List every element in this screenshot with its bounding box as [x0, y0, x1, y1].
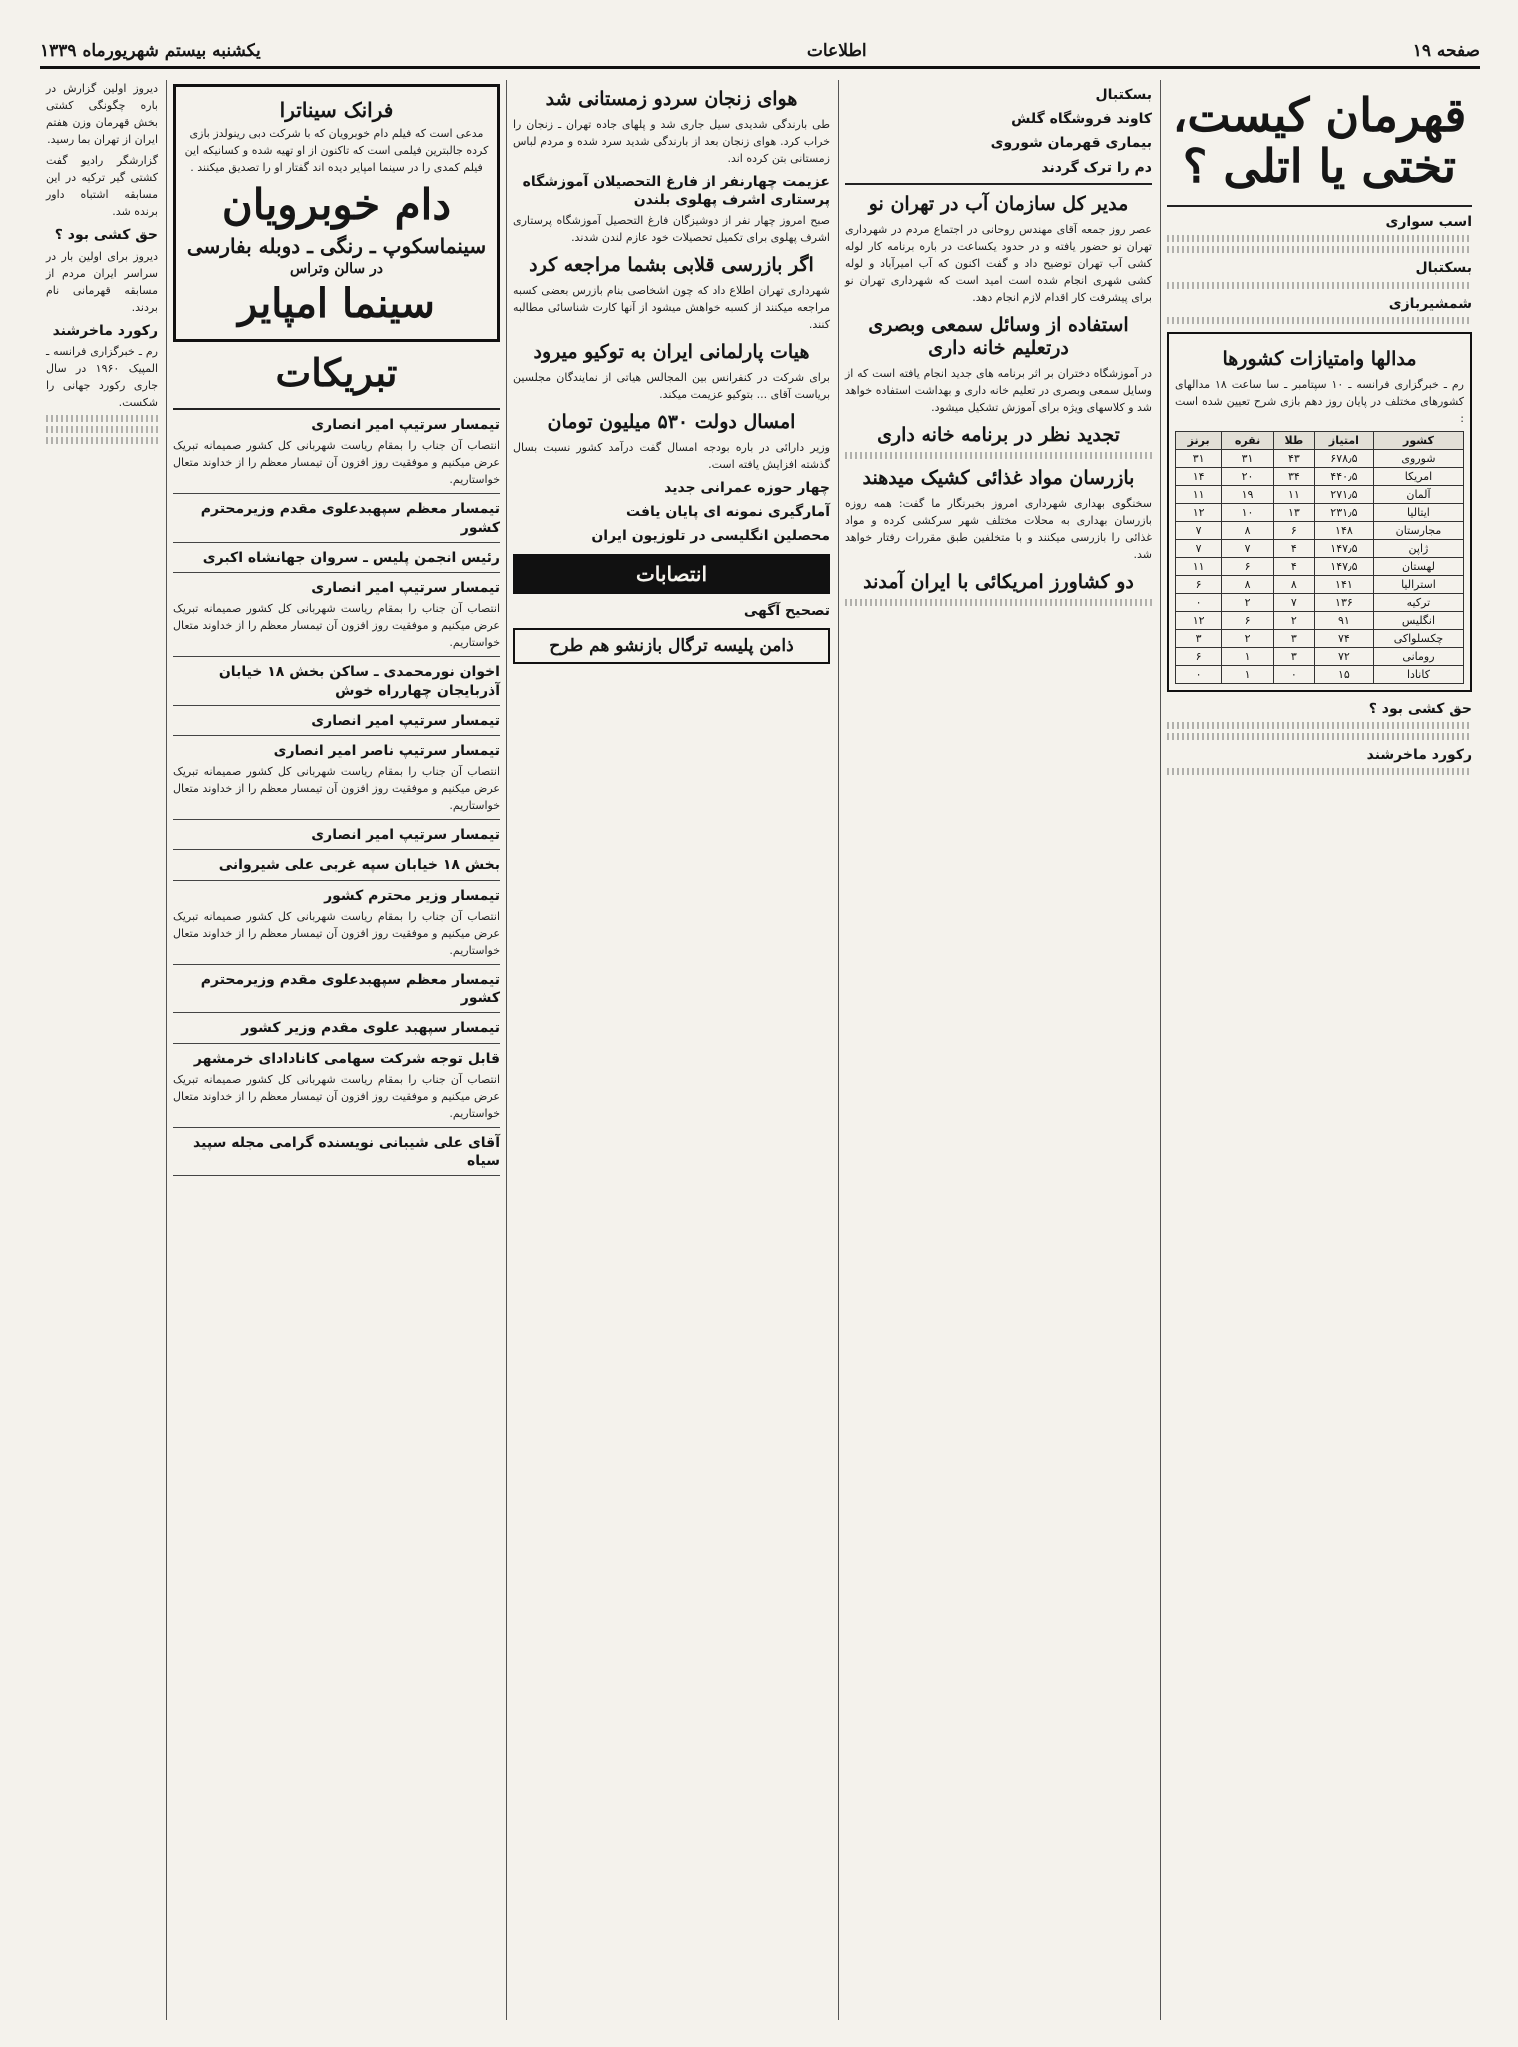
- medals-row: [1176, 593, 1464, 611]
- text-block: [1167, 235, 1472, 242]
- greeting-heading: تیمسار معظم سپهبدعلوی مقدم وزیرمحترم کشور: [200, 971, 500, 1007]
- medals-row: [1176, 575, 1464, 593]
- medals-cell: ۶: [1222, 557, 1274, 575]
- column-sports: [1160, 80, 1478, 2020]
- medals-cell: ۱: [1222, 665, 1274, 683]
- medals-row: [1176, 503, 1464, 521]
- greeting-heading: تیمسار وزیر محترم کشور: [324, 887, 500, 904]
- medals-cell: ۸: [1273, 575, 1314, 593]
- medals-cell: ۱۵: [1314, 665, 1373, 683]
- medals-cell: رومانی: [1373, 647, 1463, 665]
- text-block: [1167, 317, 1472, 324]
- cinema-advert: [173, 84, 500, 342]
- heading-left-question: حق کشی بود ؟: [54, 227, 158, 244]
- medals-cell: ۳: [1273, 629, 1314, 647]
- medals-header: کشور: [1373, 431, 1463, 449]
- medals-row: [1176, 557, 1464, 575]
- medals-cell: ۱۳: [1273, 503, 1314, 521]
- greeting-heading: آقای علی شیبانی نویسنده گرامی مجله سپید سیاه: [193, 1134, 500, 1170]
- medals-row: [1176, 521, 1464, 539]
- medals-row: [1176, 647, 1464, 665]
- text-block: [46, 415, 158, 422]
- divider: [173, 849, 500, 850]
- greeting-heading: تیمسار سرتیپ ناصر امیر انصاری: [273, 742, 500, 759]
- heading-water-director: مدیر کل سازمان آب در تهران نو: [868, 192, 1129, 215]
- text-block: [845, 452, 1152, 459]
- medals-cell: ۷: [1222, 539, 1274, 557]
- medals-cell: ۳۴: [1273, 467, 1314, 485]
- text-block: [1167, 722, 1472, 729]
- article-budget: وزیر دارائی در باره بودجه امسال گفت درآمد کشور نسبت بسال گذشته افزایش یافته است.: [513, 440, 830, 471]
- greeting-text: انتصاب آن جناب را بمقام ریاست شهربانی کل کشور صمیمانه تبریک عرض میکنیم و موفقیت روز افزون آن تیمسار معظم را از خداوند متعال خواستاریم.: [173, 1072, 500, 1120]
- greeting-heading: بخش ۱۸ خیابان سپه غربی علی شیروانی: [218, 857, 500, 874]
- medals-cell: ۷۴: [1314, 629, 1373, 647]
- medals-cell: ۰: [1176, 593, 1222, 611]
- divider: [173, 735, 500, 736]
- medals-cell: انگلیس: [1373, 611, 1463, 629]
- paper-name: اطلاعات: [806, 41, 867, 61]
- divider: [173, 705, 500, 706]
- heading-left-record: رکورد ماخرشند: [52, 322, 158, 339]
- medals-cell: ۱۱: [1176, 485, 1222, 503]
- heading-horse-riding: اسب سواری: [1385, 214, 1472, 231]
- heading-audiovisual: استفاده از وسائل سمعی وبصری درتعلیم خانه داری: [868, 313, 1129, 360]
- medals-cell: ۸: [1222, 521, 1274, 539]
- headline-champion: قهرمان کیست، تختی یا اتلی ؟: [1172, 88, 1467, 193]
- heading-food-inspectors: بازرسان مواد غذائی کشیک میدهند: [862, 467, 1135, 490]
- medals-cell: چکسلواکی: [1373, 629, 1463, 647]
- divider: [1167, 205, 1472, 207]
- medals-cell: ۰: [1176, 665, 1222, 683]
- greeting-heading: تیمسار سرتیپ امیر انصاری: [311, 712, 500, 729]
- advert-film-title: دام خوبرویان: [221, 180, 452, 230]
- medals-cell: ۳: [1176, 629, 1222, 647]
- heading-basketball: بسکتبال: [1415, 260, 1472, 277]
- issue-date: یکشنبه بیستم شهریورماه ۱۳۳۹: [40, 41, 261, 61]
- medals-header: امتیاز: [1314, 431, 1373, 449]
- advert-format: سینماسکوپ ـ رنگی ـ دوبله بفارسی: [186, 233, 487, 258]
- column-ads-greetings: [166, 80, 506, 2020]
- divider: [173, 1012, 500, 1013]
- medals-cell: ۱۴۷٫۵: [1314, 539, 1373, 557]
- medals-cell: ۶۷۸٫۵: [1314, 449, 1373, 467]
- greeting-text: انتصاب آن جناب را بمقام ریاست شهربانی کل کشور صمیمانه تبریک عرض میکنیم و موفقیت روز افزون آن تیمسار معظم را از خداوند متعال خواستاریم.: [173, 909, 500, 957]
- heading-budget: امسال دولت ۵۳۰ میلیون تومان: [547, 411, 796, 434]
- article-left-2: گزارشگر رادیو گفت کشتی گیر ترکیه در این مسابقه اشتباه داور برنده شد.: [46, 154, 158, 219]
- medals-cell: ۲۰: [1222, 467, 1274, 485]
- medals-cell: ۱۹: [1222, 485, 1274, 503]
- medals-cell: ۱۴۷٫۵: [1314, 557, 1373, 575]
- medals-cell: مجارستان: [1373, 521, 1463, 539]
- medals-cell: ۹۱: [1314, 611, 1373, 629]
- article-left-4: رم ـ خبرگزاری فرانسه ـ المپیک ۱۹۶۰ در سال جاری رکورد جهانی را شکست.: [46, 344, 159, 410]
- medals-cell: ۱۱: [1273, 485, 1314, 503]
- medals-cell: ۲: [1273, 611, 1314, 629]
- article-left-3: دیروز برای اولین بار در سراسر ایران مردم از مسابقه قهرمانی نام بردند.: [46, 249, 158, 314]
- greeting-heading: اخوان نورمحمدی ـ ساکن بخش ۱۸ خیابان آذربایجان چهارراه خوش: [218, 664, 500, 699]
- greetings-list: [173, 416, 500, 1176]
- divider: [173, 542, 500, 543]
- medals-row: [1176, 485, 1464, 503]
- column-city-news: [838, 80, 1158, 2020]
- medals-cell: ۲۳۱٫۵: [1314, 503, 1373, 521]
- divider: [173, 656, 500, 657]
- medals-intro: رم ـ خبرگزاری فرانسه ـ ۱۰ سپتامبر ـ سا ساعت ۱۸ مدالهای کشورهای مختلف در پایان روز دهم بازی شرح تعیین شده است :: [1175, 377, 1464, 425]
- text-block: [1167, 282, 1472, 289]
- medals-cell: کانادا: [1373, 665, 1463, 683]
- greeting-heading: تیمسار سپهبد علوی مقدم وزیر کشور: [241, 1020, 500, 1037]
- medals-cell: ۲: [1222, 629, 1274, 647]
- medals-title: مدالها وامتیازات کشورها: [1222, 347, 1417, 370]
- medals-cell: ۱۴۸: [1314, 521, 1373, 539]
- medals-cell: ۱۲: [1176, 503, 1222, 521]
- medals-row: [1176, 665, 1464, 683]
- divider: [173, 572, 500, 573]
- text-block: [1167, 733, 1472, 740]
- medals-cell: ۱۰: [1222, 503, 1274, 521]
- article-inspector: شهرداری تهران اطلاع داد که چون اشخاصی بنام بازرس بعضی کسبه مراجعه میکنند از کسبه خواهش میشود از آنها کارت شناسائی مطالبه کنند.: [513, 284, 830, 332]
- heading-homemaking: تجدید نظر در برنامه خانه داری: [877, 424, 1120, 447]
- medals-cell: ۷: [1273, 593, 1314, 611]
- medals-header: طلا: [1273, 431, 1314, 449]
- divider: [173, 1043, 500, 1044]
- medals-table-box: [1167, 332, 1472, 692]
- article-zanjan: طی بارندگی شدیدی سیل جاری شد و پلهای جاده تهران ـ زنجان را خراب کرد. هوای زنجان بعد از بارندگی شدید سرد شده و مردم لباس زمستانی بتن کرده اند.: [513, 117, 830, 165]
- heading-zanjan-weather: هوای زنجان سردو زمستانی شد: [545, 88, 798, 110]
- divider: [173, 408, 500, 410]
- divider: [173, 880, 500, 881]
- medals-row: [1176, 467, 1464, 485]
- advert-venue-note: در سالن وتراس: [289, 260, 384, 277]
- heading-soviet-illness: بیماری قهرمان شوروی: [990, 135, 1152, 152]
- greeting-heading: تیمسار سرتیپ امیر انصاری: [311, 580, 500, 597]
- heading-farmers: دو کشاورز امریکائی با ایران آمدند: [863, 571, 1134, 594]
- greeting-heading: قابل توجه شرکت سهامی کانادادای خرمشهر: [193, 1050, 500, 1067]
- column-national-news: [506, 80, 836, 2020]
- advert-cinema-name: سینما امپایر: [238, 280, 435, 328]
- divider: [173, 1127, 500, 1128]
- heading-fencing: شمشیربازی: [1388, 295, 1472, 312]
- medals-cell: ۱۱: [1176, 557, 1222, 575]
- divider: [173, 493, 500, 494]
- medals-cell: آلمان: [1373, 485, 1463, 503]
- medals-cell: لهستان: [1373, 557, 1463, 575]
- text-block: [1167, 768, 1472, 775]
- divider: [173, 964, 500, 965]
- text-block: [46, 426, 158, 433]
- heading-nurses: عزیمت چهارنفر از فارغ التحصیلان آموزشگاه پرستاری اشرف پهلوی بلندن: [522, 173, 830, 209]
- heading-rome-leave: دم را ترک گردند: [1041, 159, 1152, 176]
- heading-development: چهار حوزه عمرانی جدید: [664, 479, 830, 496]
- divider: [173, 1175, 500, 1176]
- medals-cell: ۶: [1176, 575, 1222, 593]
- divider: [173, 819, 500, 820]
- medals-cell: ۴۳: [1273, 449, 1314, 467]
- heading-correction: تصحیح آگهی: [743, 602, 830, 619]
- medals-cell: ۸: [1222, 575, 1274, 593]
- greeting-heading: تیمسار سرتیپ امیر انصاری: [311, 417, 500, 434]
- medals-cell: ۱۴: [1176, 467, 1222, 485]
- medals-header: نقره: [1222, 431, 1274, 449]
- article-food: سخنگوی بهداری شهرداری امروز بخبرنگار ما گفت: همه روزه بازرسان بهداری به محلات مختلف شهر سرکشی کرده و مواد غذائی را بازرسی میکنند و با متخلفین طبق مقررات رفتار خواهد شد.: [845, 496, 1152, 562]
- heading-basketball-2: بسکتبال: [1095, 87, 1152, 103]
- medals-cell: ۴: [1273, 557, 1314, 575]
- medals-row: [1176, 539, 1464, 557]
- medals-cell: ۱۳۶: [1314, 593, 1373, 611]
- appointments-banner: انتصابات: [513, 554, 830, 594]
- medals-cell: ۳۱: [1222, 449, 1274, 467]
- greeting-text: انتصاب آن جناب را بمقام ریاست شهربانی کل کشور صمیمانه تبریک عرض میکنیم و موفقیت روز افزون آن تیمسار معظم را از خداوند متعال خواستاریم.: [173, 439, 500, 487]
- greeting-heading: تیمسار سرتیپ امیر انصاری: [311, 827, 500, 844]
- heading-question: حق کشی بود ؟: [1368, 700, 1472, 717]
- medals-cell: ۱۲: [1176, 611, 1222, 629]
- heading-parliament-tokyo: هیات پارلمانی ایران به توکیو میرود: [533, 341, 810, 364]
- medals-row: [1176, 449, 1464, 467]
- medals-cell: ژاپن: [1373, 539, 1463, 557]
- text-block: [845, 599, 1152, 606]
- medals-cell: ۳۱: [1176, 449, 1222, 467]
- greeting-text: انتصاب آن جناب را بمقام ریاست شهربانی کل کشور صمیمانه تبریک عرض میکنیم و موفقیت روز افزون آن تیمسار معظم را از خداوند متعال خواستاریم.: [173, 765, 500, 813]
- medals-cell: ۱۴۱: [1314, 575, 1373, 593]
- medals-row: [1176, 611, 1464, 629]
- medals-table: [1175, 431, 1464, 684]
- heading-tv: محصلین انگلیسی در تلوزیون ایران: [591, 528, 830, 545]
- article-water: عصر روز جمعه آقای مهندس روحانی در اجتماع مردم در شهرداری تهران نو حضور یافته و در حدود یکساعت در باره برنامه کار لوله کشی آب تهران توضیح داد و گفت اکنون که آب امیرآباد و لوله کشی شهری انجام شده است امید است که شهرداری تهران نو برای پیشرفت کار اقدام لازم انجام دهد.: [845, 222, 1152, 304]
- divider: [845, 183, 1152, 185]
- medals-cell: ۰: [1273, 665, 1314, 683]
- medals-header: برنز: [1176, 431, 1222, 449]
- advert-blurb: مدعی است که فیلم دام خوبرویان که با شرکت دبی رینولدز بازی کرده جالبترین فیلمی است که تاکنون از او تهیه شده و کسانیکه این فیلم کمدی را در سینما امپایر دیده اند گفتار او را تصدیق میکنند .: [184, 127, 489, 175]
- article-parliament: برای شرکت در کنفرانس بین المجالس هیاتی از نمایندگان مجلسین بریاست آقای ... بتوکیو عزیمت میکند.: [513, 371, 830, 402]
- greeting-text: انتصاب آن جناب را بمقام ریاست شهربانی کل کشور صمیمانه تبریک عرض میکنیم و موفقیت روز افزون آن تیمسار معظم را از خداوند متعال خواستاریم.: [173, 602, 500, 650]
- medals-cell: ۴۴۰٫۵: [1314, 467, 1373, 485]
- heading-census: آمارگیری نمونه ای پایان یافت: [626, 504, 830, 521]
- medals-cell: ۶: [1176, 647, 1222, 665]
- medals-cell: ۱: [1222, 647, 1274, 665]
- medals-cell: ۷: [1176, 539, 1222, 557]
- heading-store: کاوند فروشگاه گلش: [1011, 111, 1152, 128]
- medals-cell: ۶: [1222, 611, 1274, 629]
- advert-actor: فرانک سیناترا: [279, 98, 394, 122]
- medals-cell: ۳: [1273, 647, 1314, 665]
- medals-cell: ۲۷۱٫۵: [1314, 485, 1373, 503]
- text-block: [46, 437, 158, 444]
- medals-cell: ۴: [1273, 539, 1314, 557]
- page-number: صفحه ۱۹: [1412, 41, 1480, 61]
- article-nurses: صبح امروز چهار نفر از دوشیزگان فارغ التحصیل آموزشگاه پرستاری اشرف پهلوی برای تکمیل تحصیلات خود عازم لندن شدند.: [513, 214, 830, 245]
- medals-cell: ایتالیا: [1373, 503, 1463, 521]
- skirt-advert: [513, 628, 830, 664]
- text-block: [1167, 246, 1472, 253]
- article-audiovisual: در آموزشگاه دختران بر اثر برنامه های جدید انجام یافته است که از وسایل سمعی وبصری در تعلیم خانه داری و بهداشت استفاده خواهد شد و کلاسهای ویژه برای آموزش تشکیل میشود.: [845, 367, 1152, 415]
- medals-row: [1176, 629, 1464, 647]
- greeting-heading: تیمسار معظم سپهبدعلوی مقدم وزیرمحترم کشور: [200, 501, 500, 536]
- article-left-1: دیروز اولین گزارش در باره چگونگی کشتی بخش قهرمان وزن هفتم ایران از تهران بما رسید.: [46, 82, 158, 147]
- medals-cell: ۷۲: [1314, 647, 1373, 665]
- medals-cell: شوروی: [1373, 449, 1463, 467]
- column-sports-left: [40, 80, 164, 2020]
- skirt-advert-text: ذامن پلیسه ترگال بازنشو هم طرح: [549, 635, 794, 656]
- medals-cell: امریکا: [1373, 467, 1463, 485]
- medals-cell: ترکیه: [1373, 593, 1463, 611]
- heading-fake-inspector: اگر بازرسی قلابی بشما مراجعه کرد: [529, 254, 814, 277]
- greeting-heading: رئیس انجمن پلیس ـ سروان جهانشاه اکبری: [202, 549, 500, 566]
- medals-cell: استرالیا: [1373, 575, 1463, 593]
- greetings-title: تبریکات: [275, 350, 398, 396]
- masthead: [40, 36, 1480, 69]
- medals-cell: ۲: [1222, 593, 1274, 611]
- medals-cell: ۷: [1176, 521, 1222, 539]
- heading-record: رکورد ماخرشند: [1366, 746, 1472, 763]
- medals-cell: ۶: [1273, 521, 1314, 539]
